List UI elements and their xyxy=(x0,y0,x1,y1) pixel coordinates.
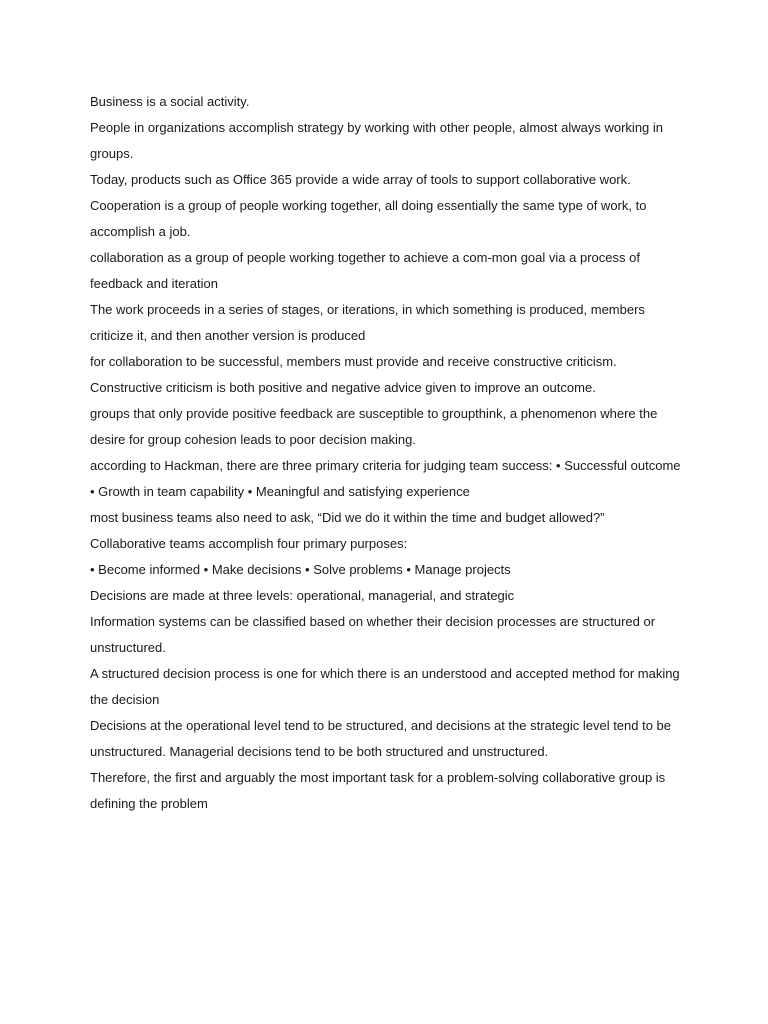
paragraph-decision-levels: Decisions are made at three levels: operational, managerial, and strategic xyxy=(90,588,515,603)
paragraph-structured-decision: A structured decision process is one for which there is an understood and accepted method for making the decision xyxy=(90,666,680,707)
paragraph-defining-the-problem: Therefore, the first and arguably the most important task for a problem-solving collaborative group is defining the problem xyxy=(90,770,666,811)
paragraph-purposes-list: • Become informed • Make decisions • Solve problems • Manage projects xyxy=(90,562,511,577)
paragraph-working-in-groups: People in organizations accomplish strategy by working with other people, almost always working in groups. xyxy=(90,120,664,161)
paragraph-cooperation: Cooperation is a group of people working together, all doing essentially the same type of work, to accomplish a job. xyxy=(90,198,647,239)
paragraph-structured-classification: Information systems can be classified based on whether their decision processes are structured or unstructured. xyxy=(90,614,656,655)
paragraph-iterations: The work proceeds in a series of stages, or iterations, in which something is produced, members criticize it, and then another version is produced xyxy=(90,302,645,343)
paragraph-levels-structured: Decisions at the operational level tend to be structured, and decisions at the strategic level tend to be unstructured. Managerial decisions tend to be both structured and unstructured. xyxy=(90,718,672,759)
paragraph-four-purposes: Collaborative teams accomplish four primary purposes: xyxy=(90,536,408,551)
paragraph-time-and-budget: most business teams also need to ask, “Did we do it within the time and budget allowed?” xyxy=(90,510,605,525)
paragraph-groupthink: groups that only provide positive feedback are susceptible to groupthink, a phenomenon where the desire for group cohesion leads to poor decision making. xyxy=(90,406,658,447)
paragraph-office-365: Today, products such as Office 365 provide a wide array of tools to support collaborative work. xyxy=(90,172,631,187)
paragraph-constructive-criticism-requirement: for collaboration to be successful, members must provide and receive constructive criticism. xyxy=(90,354,617,369)
paragraph-social-activity: Business is a social activity. xyxy=(90,94,250,109)
paragraph-collaboration-definition: collaboration as a group of people working together to achieve a com-mon goal via a process of feedback and iteration xyxy=(90,250,640,291)
paragraph-hackman-criteria: according to Hackman, there are three primary criteria for judging team success: • Successful outcome • Growth in team capability • Meaningful and satisfying experience xyxy=(90,458,681,499)
paragraph-constructive-criticism-definition: Constructive criticism is both positive and negative advice given to improve an outcome. xyxy=(90,380,596,395)
document-body xyxy=(90,89,686,817)
